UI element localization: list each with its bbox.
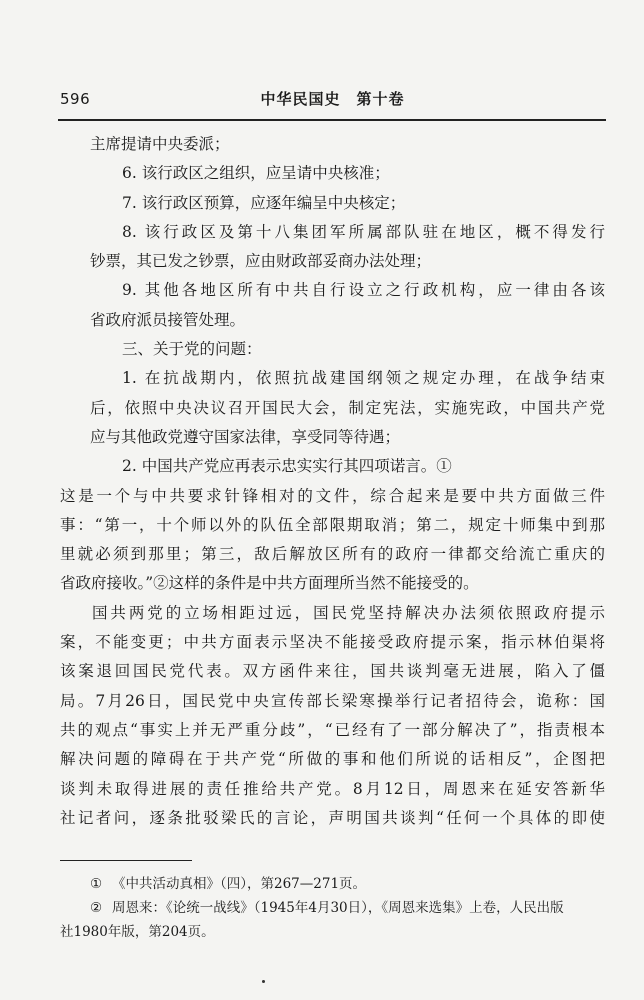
text-line: 8. 该行政区及第十八集团军所属部队驻在地区，概不得发行 bbox=[122, 222, 605, 241]
text-line: 社记者问，逐条批驳梁氏的言论，声明国共谈判“任何一个具体的即使 bbox=[60, 808, 605, 827]
text-line: 里就必须到那里；第三，敌后解放区所有的政府一律都交给流亡重庆的 bbox=[60, 545, 605, 564]
body-text bbox=[60, 130, 605, 833]
text-line: 案，不能变更；中共方面表示坚决不能接受政府提示案，指示林伯渠将 bbox=[60, 633, 605, 652]
text-line: 共的观点“事实上并无严重分歧”，“已经有了一部分解决了”，指责根本 bbox=[60, 720, 605, 739]
text-line: 解决问题的障碍在于共产党“所做的事和他们所说的话相反”，企图把 bbox=[60, 750, 605, 769]
footnote bbox=[60, 872, 605, 896]
page-header bbox=[60, 88, 605, 112]
footnote-text: 周恩来：《论统一战线》（1945年4月30日），《周恩来选集》上卷，人民出版 bbox=[112, 900, 564, 916]
footnote-text: 社1980年版，第204页。 bbox=[60, 924, 215, 940]
text-line: 2. 中国共产党应再表示忠实实行其四项诺言。① bbox=[122, 457, 452, 476]
text-line: 省政府派员接管处理。 bbox=[90, 310, 246, 329]
text-line: 局。7月26日，国民党中央宣传部长梁寒操举行记者招待会，诡称：国 bbox=[60, 691, 605, 710]
footnote bbox=[60, 896, 605, 920]
text-line: 主席提请中央委派； bbox=[90, 135, 230, 153]
footnotes bbox=[60, 872, 605, 944]
footnote-text: 《中共活动真相》（四），第267—271页。 bbox=[112, 876, 367, 892]
text-line: 7. 该行政区预算，应逐年编呈中央核定； bbox=[122, 193, 406, 212]
text-line: 1. 在抗战期内，依照抗战建国纲领之规定办理，在战争结束 bbox=[122, 369, 605, 388]
text-line: 该案退回国民党代表。双方函件来往，国共谈判毫无进展，陷入了僵 bbox=[60, 662, 605, 681]
text-line: 谈判未取得进展的责任推给共产党。8月12日，周恩来在延安答新华 bbox=[60, 779, 605, 798]
scan-speck bbox=[262, 980, 265, 983]
footnote-mark: ① bbox=[90, 876, 103, 892]
text-line: 6. 该行政区之组织，应呈请中央核准； bbox=[122, 164, 390, 183]
text-line: 三、关于党的问题： bbox=[122, 340, 262, 359]
footnote-rule bbox=[60, 860, 192, 861]
running-title: 中华民国史 第十卷 bbox=[260, 90, 405, 108]
text-line: 国共两党的立场相距过远，国民党坚持解决办法须依照政府提示 bbox=[92, 603, 605, 622]
footnote-continuation bbox=[60, 920, 605, 944]
text-line: 钞票，其已发之钞票，应由财政部妥商办法处理； bbox=[90, 252, 432, 271]
text-line: 事：“第一，十个师以外的队伍全部限期取消；第二，规定十师集中到那 bbox=[60, 515, 605, 534]
text-line: 省政府接收。”②这样的条件是中共方面理所当然不能接受的。 bbox=[60, 574, 479, 593]
header-rule bbox=[58, 119, 606, 121]
text-line: 9. 其他各地区所有中共自行设立之行政机构，应一律由各该 bbox=[122, 281, 605, 300]
footnote-mark: ② bbox=[90, 900, 103, 916]
page-number: 596 bbox=[60, 90, 91, 108]
text-line: 后，依照中央决议召开国民大会，制定宪法，实施宪政，中国共产党 bbox=[90, 398, 605, 417]
text-line: 这是一个与中共要求针锋相对的文件，综合起来是要中共方面做三件 bbox=[60, 486, 605, 505]
text-line: 应与其他政党遵守国家法律，享受同等待遇； bbox=[90, 427, 401, 446]
